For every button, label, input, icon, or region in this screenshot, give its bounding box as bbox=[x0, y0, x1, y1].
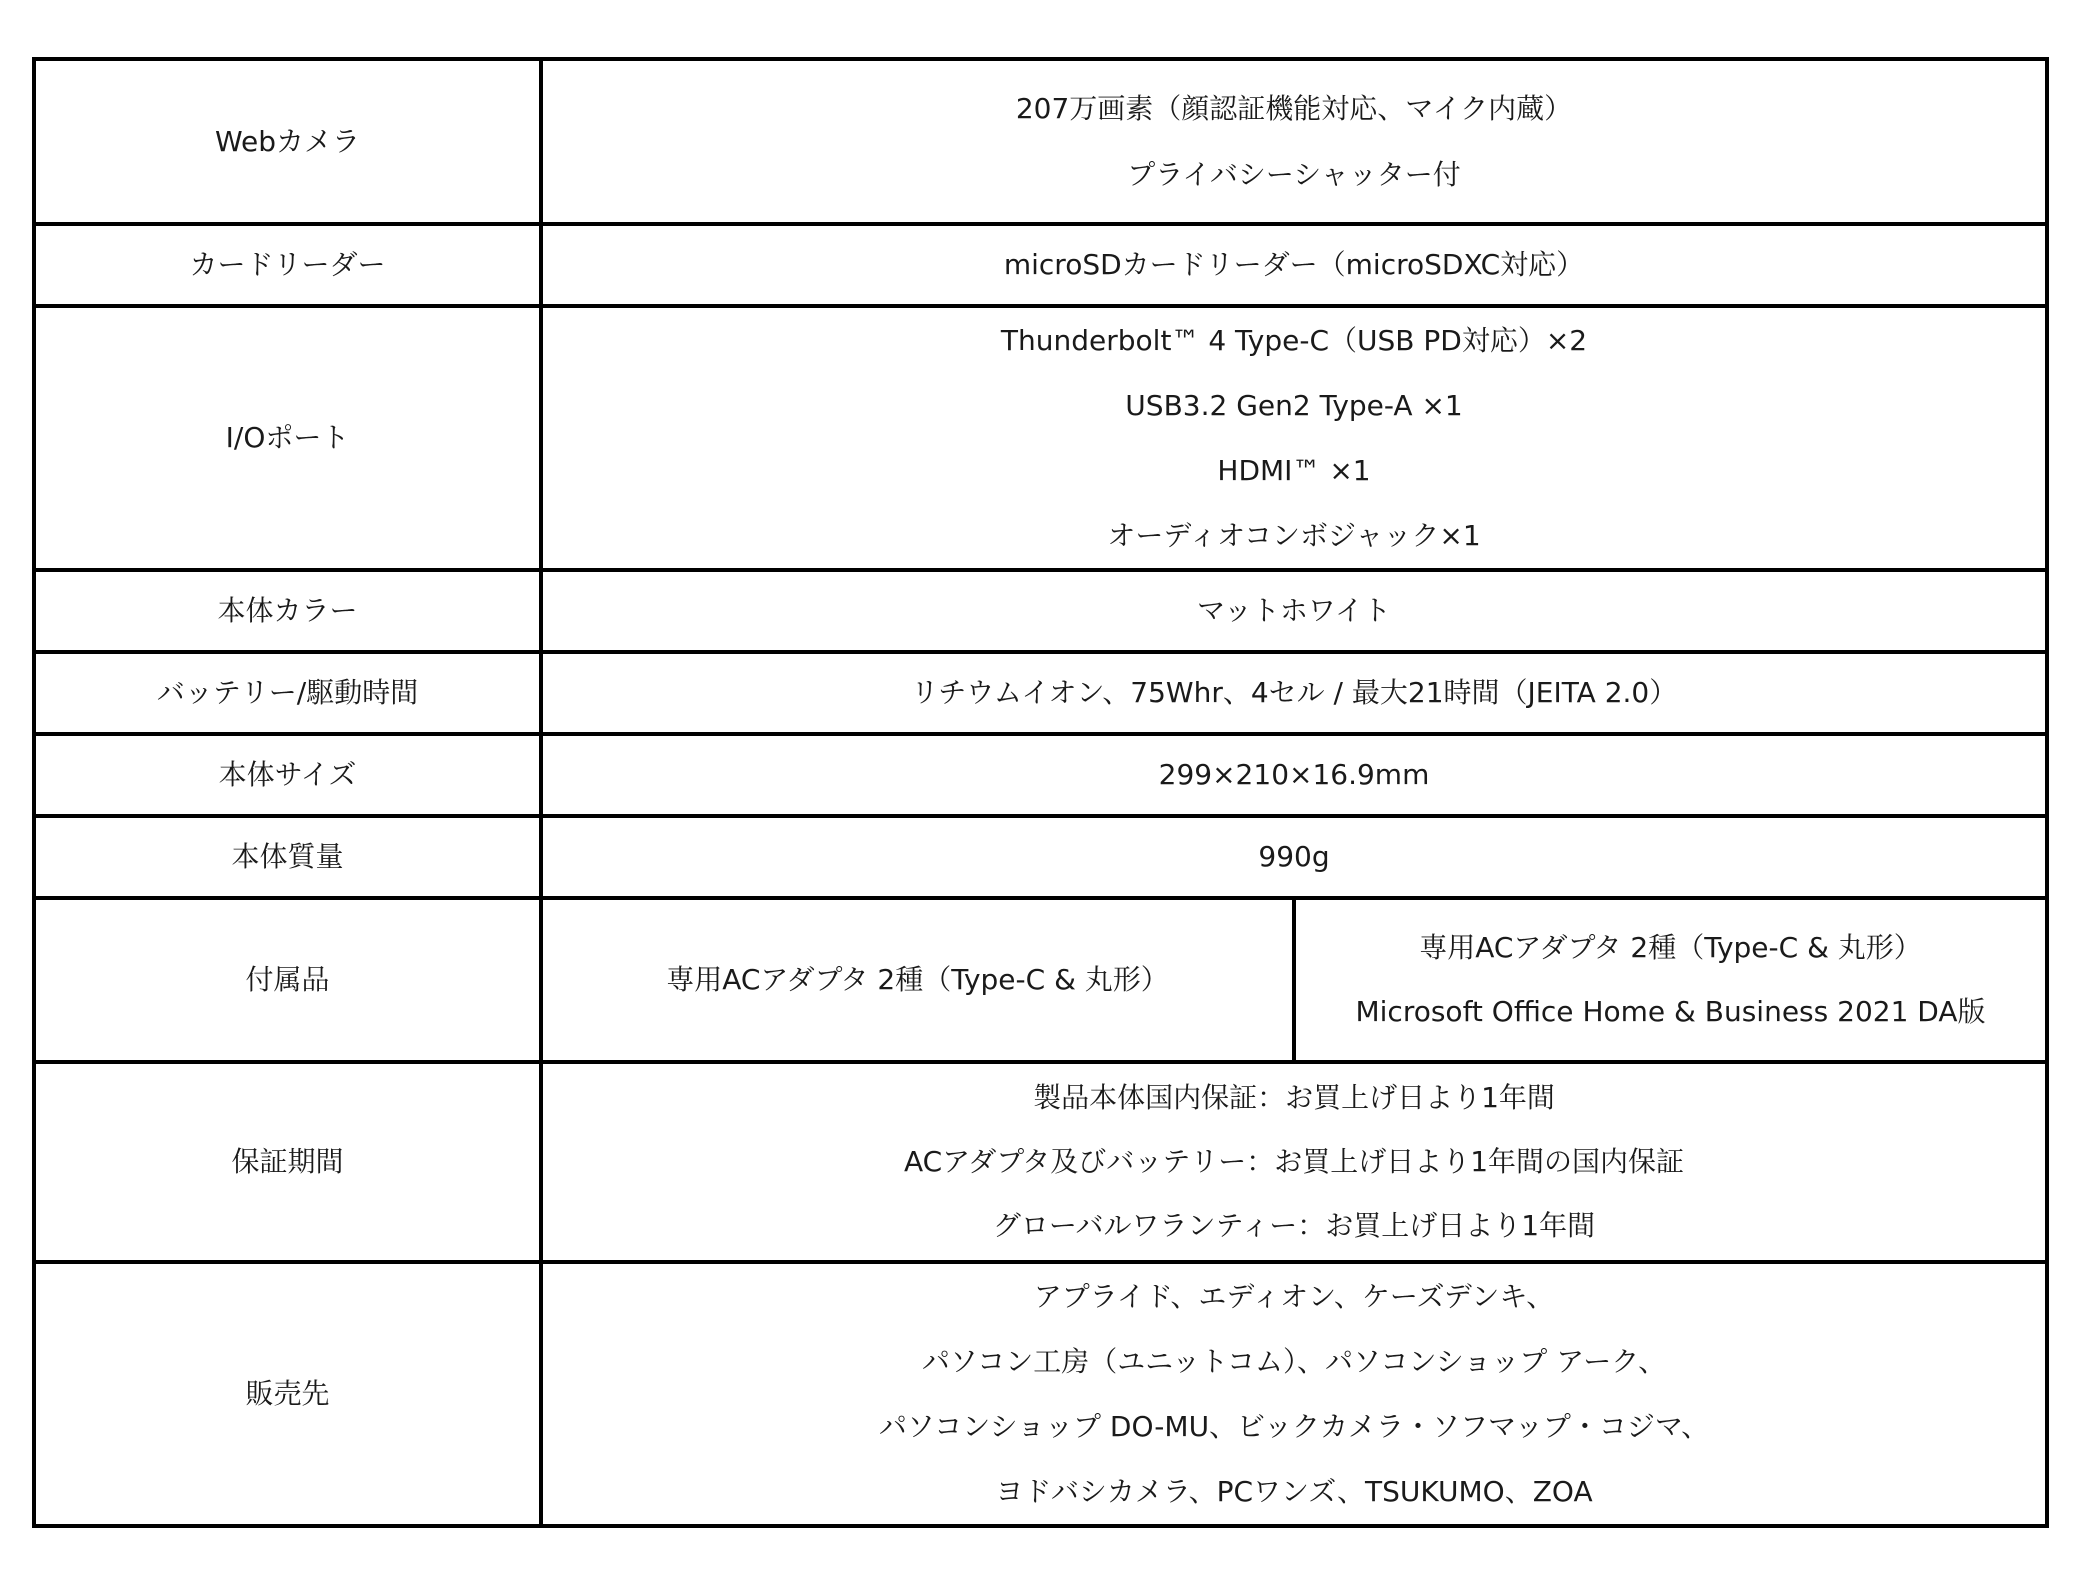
table-row bbox=[34, 224, 2047, 306]
row-value bbox=[541, 1062, 2047, 1262]
row-label: 本体質量 bbox=[34, 816, 541, 898]
row-label: I/Oポート bbox=[34, 306, 541, 570]
table-row bbox=[34, 734, 2047, 816]
value-line: HDMI™ ×1 bbox=[1217, 454, 1371, 487]
value-line: パソコン工房（ユニットコム）、パソコンショップ アーク、 bbox=[921, 1345, 1667, 1378]
table-row bbox=[34, 1062, 2047, 1262]
row-value-left: 専用ACアダプタ 2種（Type-C & 丸形） bbox=[541, 898, 1294, 1062]
value-line: 207万画素（顔認証機能対応、マイク内蔵） bbox=[1015, 91, 1573, 125]
table-row bbox=[34, 1262, 2047, 1526]
value-line: パソコンショップ DO-MU、ビックカメラ・ソフマップ・コジマ、 bbox=[878, 1410, 1710, 1443]
value-line: オーディオコンボジャック×1 bbox=[1107, 519, 1481, 552]
row-value bbox=[541, 1262, 2047, 1526]
table-row bbox=[34, 570, 2047, 652]
value-line: Thunderbolt™ 4 Type-C（USB PD対応）×2 bbox=[1000, 324, 1588, 357]
row-label: 付属品 bbox=[34, 898, 541, 1062]
value-line: 製品本体国内保証：お買上げ日より1年間 bbox=[1033, 1081, 1555, 1114]
value-line: Microsoft Office Home & Business 2021 DA版 bbox=[1355, 995, 1986, 1028]
table-row bbox=[34, 652, 2047, 734]
row-label: Webカメラ bbox=[34, 59, 541, 224]
row-value: マットホワイト bbox=[541, 570, 2047, 652]
row-label: バッテリー/駆動時間 bbox=[34, 652, 541, 734]
row-value: 990g bbox=[541, 816, 2047, 898]
row-value: リチウムイオン、75Whr、4セル / 最大21時間（JEITA 2.0） bbox=[541, 652, 2047, 734]
value-line: 専用ACアダプタ 2種（Type-C & 丸形） bbox=[1419, 931, 1922, 964]
value-line: USB3.2 Gen2 Type-A ×1 bbox=[1125, 389, 1463, 422]
row-label: 販売先 bbox=[34, 1262, 541, 1526]
row-label: 保証期間 bbox=[34, 1062, 541, 1262]
value-line: ヨドバシカメラ、PCワンズ、TSUKUMO、ZOA bbox=[995, 1475, 1593, 1508]
row-value bbox=[541, 306, 2047, 570]
spec-table bbox=[32, 57, 2049, 1528]
row-label: カードリーダー bbox=[34, 224, 541, 306]
row-value: microSDカードリーダー（microSDXC対応） bbox=[541, 224, 2047, 306]
table-row bbox=[34, 59, 2047, 224]
value-line: ACアダプタ及びバッテリー：お買上げ日より1年間の国内保証 bbox=[903, 1145, 1685, 1178]
row-value-right bbox=[1294, 898, 2047, 1062]
value-line: グローバルワランティー：お買上げ日より1年間 bbox=[992, 1209, 1596, 1242]
row-value bbox=[541, 59, 2047, 224]
row-value: 299×210×16.9mm bbox=[541, 734, 2047, 816]
value-line: アプライド、エディオン、ケーズデンキ、 bbox=[1033, 1280, 1555, 1313]
table-row bbox=[34, 816, 2047, 898]
table-row bbox=[34, 306, 2047, 570]
row-label: 本体カラー bbox=[34, 570, 541, 652]
value-line: プライバシーシャッター付 bbox=[1127, 157, 1461, 191]
row-label: 本体サイズ bbox=[34, 734, 541, 816]
table-row bbox=[34, 898, 2047, 1062]
